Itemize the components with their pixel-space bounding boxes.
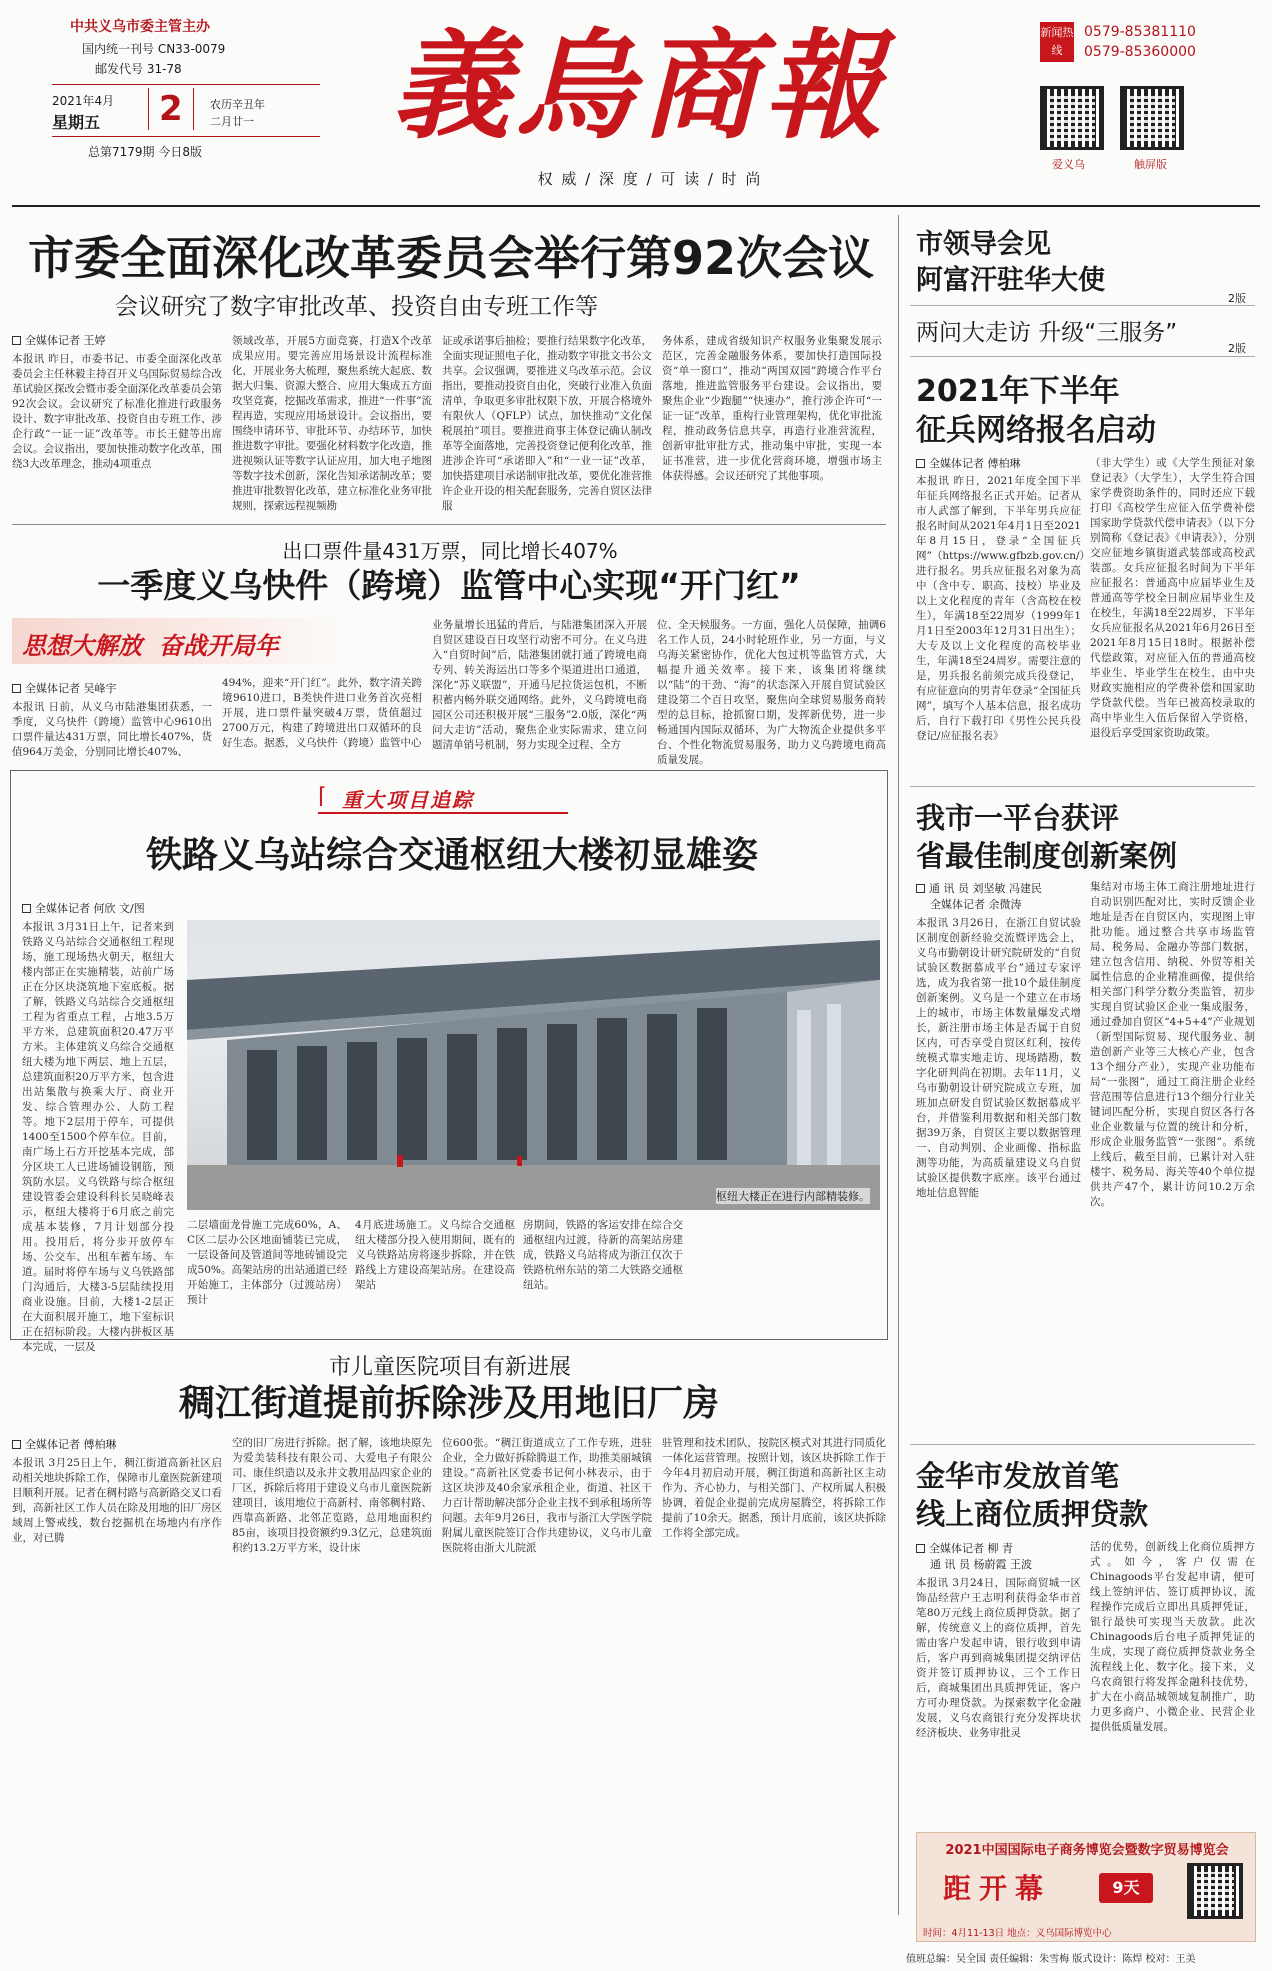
hospital-headline: 稠江街道提前拆除涉及用地旧厂房 [178, 1383, 719, 1424]
lead-headline: 市委全面深化改革委员会举行第92次会议 [28, 231, 875, 285]
qr-label-mobile: 触屏版 [1134, 158, 1167, 171]
innovation-byline-1-text: 通 讯 员 刘坚敏 冯建民 [929, 882, 1042, 895]
campaign-banner [12, 618, 342, 664]
innovation-col-1: 本报讯 3月26日，在浙江自贸试验区制度创新经验交流暨评选会上，义乌市勤朝设计研究院研发的“自贸试验区数据慕成平台”通过专家评选，成为我省第一批10个最佳制度创新案例。义乌是一个建立在市场上的城市，市场主体数量爆发式增长，新注册市场主体是否属于自贸区内，可否享受自贸区红利，按传统模式靠实地走访、现场踏勘，数字化研判尚在初期。去年11月，义乌市勤朝设计研究院成立专班，加班加点研发自贸试验区数据慕成平台，并借鉴利用数据和相关部门数据39万条，自贸区主要以数据管理一、自动判别、企业画像、指标监测等功能，为高质量建设义乌自贸试验区提供数字底座。该平台通过地址信息智能 [916, 917, 1081, 1199]
expo-countdown-label: 距开幕 [943, 1872, 1052, 1905]
feature-col-2: 二层墙面龙骨施工完成60%，A、C区二层办公区地面铺装已完成，一层设备间及管道间等地砖铺设完成50%。高架站房的出站通道已经开始施工，主体部分（过渡站房）预计 [187, 1219, 347, 1306]
lead-col-3: 证或承诺事后抽检；要推行结果数字化改革，全面实现证照电子化，推动数字审批文书公文共享。会议强调，要推进义乌改革示范。会议指出，要推动投资自由化，突破行业准入负面清单，争取更多审批权限下放，开展合格境外有限伙人（QFLP）试点，加快推动“文化保税展拍”项目。要推进商事主体登记确认制改革等全面落地，完善投资登记便利化改革，推进涉企许可“承诺即入”和“一业一证”改革，加快搭建项目承诺制审批改革，要优化准营推许企业开设的相关配套服务，完善自贸区法律服 [442, 335, 652, 512]
pledge-col-2: 活的优势，创新线上化商位质押方式。如今，客户仅需在Chinagoods平台发起申请，便可线上签纳评估、签订质押协议，流程操作完成后立即出具质押凭证，银行最快可实现当天放款。此次Chinagoods后台电子质押凭证的生成，实现了商位质押贷款业务全流程线上化、数字化。接下来，义乌农商银行将发挥金融科技优势，扩大在小商品城领域复制推广，助力更多商户、小微企业、民营企业提供低质量发展。 [1090, 1541, 1255, 1733]
qr-label-app: 爱义乌 [1052, 158, 1085, 171]
hospital-kicker: 市儿童医院项目有新进展 [328, 1355, 571, 1380]
masthead-divider [12, 205, 1260, 207]
pledge-byline-1-text: 全媒体记者 柳 青 [929, 1542, 1013, 1555]
campaign-banner-text: 思想大解放 奋战开局年 [22, 631, 279, 660]
railway-hub-illustration [187, 920, 880, 1210]
postal-code: 邮发代号 31-78 [95, 62, 182, 76]
lead-byline [12, 332, 106, 348]
express-kicker: 出口票件量431万票，同比增长407% [282, 539, 618, 563]
conscription-byline [916, 455, 1021, 471]
expo-days: 9天 [1099, 1873, 1153, 1903]
hospital-byline-text: 全媒体记者 傅柏琳 [25, 1438, 117, 1451]
hotline-label: 新闻热线 [1040, 22, 1074, 62]
innovation-headline-2: 省最佳制度创新案例 [916, 839, 1178, 873]
pledge-headline-2: 线上商位质押贷款 [916, 1497, 1149, 1531]
qr-code-app[interactable] [1040, 86, 1104, 150]
pledge-byline-2: 通 讯 员 杨蔚霞 王波 [930, 1558, 1032, 1571]
lunar-date-2: 二月廿一 [210, 115, 254, 128]
hospital-col-4: 驻管理和技术团队，按院区模式对其进行同质化一体化运营管理。按照计划，该区块拆除工作于今年4月初启动开展，稠江街道和高新社区主动作为、齐心协力，与相关部门、产权所属人积极协调，着促企业提前完成房屋腾空，将拆除工作提前了10余天。据悉，预计月底前，该区块拆除工作将全部完成。 [662, 1437, 886, 1539]
feature-byline [22, 900, 145, 916]
expo-title: 2021中国国际电子商务博览会暨数字贸易博览会 [945, 1843, 1229, 1858]
phone-2: 0579-85360000 [1084, 44, 1196, 60]
pledge-byline-1 [916, 1540, 1013, 1556]
weekday: 星期五 [52, 113, 101, 132]
sidebar-item-2-page: 2版 [1228, 342, 1246, 355]
feature-col-1: 本报讯 3月31日上午，记者来到铁路义乌站综合交通枢纽工程现场，施工现场热火朝天，枢纽大楼内部正在实施精装，站前广场正在分区块浇筑地下室底板。据了解，铁路义乌站综合交通枢纽工程为省重点工程，占地3.5万平方米，总建筑面积20.47万平方米。主体建筑义乌综合交通枢纽大楼为地下两层、地上五层，总建筑面积20万平方米，包含进出站集散与换乘大厅、商业开发、综合管理办公、人防工程等。地下2层用于停车，可提供1400至1500个停车位。目前，南广场上石方开挖基本完成，部分区块工人已进场铺设钢筋，预筑防水层。义乌铁路与综合枢纽建设管委会建设科科长吴晓峰表示，枢纽大楼将于6月底之前完成基本装修，7月计划部分投用。投用后，将分步开放停车场、公交车、出租车蓄车场、车道。届时将停车场与义乌铁路部门沟通后，大楼3-5层陆续投用商业设施。目前，大楼1-2层正在大面积展开施工，地下室标识正在招标阶段。大楼内拼板区基本完成，一层及 [22, 921, 174, 1353]
express-col-4: 位、全天候服务。一方面，强化人员保障，抽调6名工作人员，24小时轮班作业，另一方面，与义乌海关紧密协作，优化大包过机等监管方式，大幅提升通关效率。接下来，该集团将继续以“陆”的干劲、“海”的状态深入开展自贸试验区建设第二个百日攻坚，聚焦向全球贸易服务商转型的总目标，抢抓窗口期，发挥新优势，进一步畅通国内国际双循环，为广大物流企业提供多平台、个性化物流贸易服务，助力义乌跨境电商高质量发展。 [657, 619, 886, 766]
day-number: 2 [148, 88, 194, 130]
issue-date: 2021年4月 [52, 94, 115, 108]
express-col-2: 494%，迎来“开门红”。此外，数字清关跨境9610进口，B类快件进口业务首次亮相开展，进口票件量突破4万票，货值超过2700万元，构建了跨境进出口双循环的良好生态。据悉，义乌快件（跨境）监管中心 [222, 677, 422, 749]
qr-code-mobile[interactable] [1120, 86, 1184, 150]
lunar-date-1: 农历辛丑年 [210, 98, 265, 111]
conscription-byline-text: 全媒体记者 傅柏琳 [929, 457, 1021, 470]
sidebar-item-1-page: 2版 [1228, 292, 1246, 305]
conscription-col-1: 本报讯 昨日，2021年度全国下半年征兵网络报名正式开始。记者从市人武部了解到，下半年男兵应征报名时间从2021年4月1日至2021年8月15日，登录“全国征兵网”（https://www.gfbzb.gov.cn/）进行报名。男兵应征报名对象为高中（含中专、职高、技校）毕业及以上文化程度的青年（含高校在校生），年满18至22周岁（1999年1月1日至2003年12月31日出生）；大专及以上文化程度的高校毕业生，年满18至24周岁。需要注意的是，男兵报名前须完成兵役登记，有应征意向的男青年登录“全国征兵网”，填写个人基本信息，报名成功后，自行下载打印《男性公民兵役登记/应征报名表》 [916, 475, 1091, 742]
sidebar-item-1-line1[interactable]: 市领导会见 [916, 229, 1051, 260]
innovation-byline-2: 全媒体记者 余微涛 [930, 898, 1022, 911]
innovation-col-2: 集结对市场主体工商注册地址进行自动识别匹配对比，实时反馈企业地址是否在自贸区内，实现图上审批功能。通过整合共享市场监管局、税务局、金融办等部门数据，建立包含信用、纳税、外贸等相关属性信息的企业精准画像，提供给相关部门科学分数分类监管，初步实现自贸试验区企业一集成服务，通过叠加自贸区“4+5+4”产业规划（新型国际贸易、现代服务业、制造创新产业等三大核心产业，包含13个细分产业），实现产业功能布局“一张图”，通过工商注册企业经营范围等信息进行13个细分行业关键词匹配分析，实现自贸区各行各业企业数量与位置的统计和分析，形成企业服务监管“一张图”。系统上线后，截至目前，已累计对入驻楼宇、税务局、海关等40个单位提供共产47个，累计访问10.2万余次。 [1090, 881, 1255, 1208]
masthead [0, 0, 1272, 205]
innovation-byline-1 [916, 880, 1042, 896]
expo-advertisement[interactable] [916, 1832, 1256, 1942]
photo-caption: 枢纽大楼正在进行内部精装修。 [716, 1190, 870, 1203]
feature-tag [318, 780, 568, 814]
lead-col-1: 本报讯 昨日，市委书记、市委全面深化改革委员会主任林毅主持召开义乌国际贸易综合改革试验区探改会暨市委全面深化改革委员会第92次会议。会议研究了标准化推进行政服务设计、数字审批改革、投资自由专班工作、涉企行政“一证一证”改革等。市长王健等出席会议。会议指出，要加快推动数字化改革，围绕3大改革理念，推动4项重点 [12, 353, 222, 470]
sidebar-item-1-line2[interactable]: 阿富汗驻华大使 [916, 265, 1105, 296]
express-headline: 一季度义乌快件（跨境）监管中心实现“开门红” [97, 566, 801, 605]
hospital-col-1: 本报讯 3月25日上午，稠江街道高新社区启动相关地块拆除工作，保障市儿童医院新建项目顺利开展。记者在稠村路与高新路交叉口看到，高新社区工作人员在除及用地的旧厂房区域周上警戒线，数台挖掘机在场地内有序作业，对已腾 [12, 1457, 222, 1544]
cn-number: 国内统一刊号 CN33-0079 [82, 42, 226, 56]
lead-byline-text: 全媒体记者 王婷 [25, 334, 106, 347]
conscription-col-2: （非大学生）或《大学生预征对象登记表》（大学生），大学生符合国家学费资助条件的，同时还应下载打印《高校学生应征入伍学费补偿国家助学贷款代偿申请表》（以下分别简称《登记表》《申请表》），分别交应征地乡镇街道武装部或高校武装部。女兵应征报名时间为下半年应征报名：普通高中应届毕业生及普通高等学校全日制应届毕业生及在校生，年满18至22周岁，下半年女兵应征报名从2021年6月26日至2021年8月15日18时。根据补偿代偿政策，对应征入伍的普通高校毕业生、毕业学生在校生，由中央财政实施相应的学费补偿和国家助学贷款代偿。当年已被高校录取的高中毕业生入伍后保留入学资格，退役后享受国家资助政策。 [1090, 457, 1255, 739]
sidebar-divider [898, 215, 899, 1915]
innovation-headline-1: 我市一平台获评 [916, 801, 1120, 835]
feature-tag-text: 重大项目追踪 [342, 788, 474, 812]
hospital-col-3: 位600张。“稠江街道成立了工作专班，进驻企业，全力做好拆除腾退工作，助推美丽城镇建设。”高新社区党委书记何小林表示，由于这区块涉及40余家承租企业，街道、社区干力百计帮助解决部分企业主找不到承租场所等问题。去年9月26日，我市与浙江大学医学院附属儿童医院签订合作共建协议，义乌市儿童医院将由浙大儿院派 [442, 1437, 652, 1554]
sidebar-item-2[interactable]: 两问大走访 升级“三服务” [916, 320, 1178, 346]
expo-dates: 时间：4月11-13日 地点：义乌国际博览中心 [923, 1928, 1112, 1939]
railway-hub-photo [187, 920, 880, 1210]
express-col-3: 业务量增长迅猛的背后，与陆港集团深入开展自贸区建设百日攻坚行动密不可分。在义乌进入“自贸时间”后，陆港集团就打通了跨境电商专列、转关海运出口等多个渠道进出口通道，深化“苏义联盟”，开通马尼拉货运包机，不断积蓄内畅外联交通网络。此外，义乌跨境电商园区公司还积极开展“三服务”2.0版，深化“两问大走访”活动，聚焦企业实际需求，建立问题清单销号机制，努力实现全过程、全方 [432, 619, 647, 751]
feature-headline: 铁路义乌站综合交通枢纽大楼初显雄姿 [145, 835, 758, 876]
lead-col-2: 领域改革，开展5方面竞赛，打造X个改革成果应用。要完善应用场景设计流程标准化，开展业务大梳理，聚焦系统大起底、数据大归集、资源大整合、应用大集成五方面攻坚竞赛，挖掘改革需求，推进“一件事”流程再造，实现应用场景设计。会议指出，要围绕申请环节、审批环节、办结环节，加快推进数字审批。要强化材料数字化改造，推进视频认证等数字认证应用，加大电子地图等数字技术创新，深化告知承诺制改革；要推进审批数智化改革，建立标准化业务审批规则，探索远程视频勘 [232, 335, 432, 512]
newspaper-title: 義烏商報 [391, 16, 888, 155]
feature-col-3: 4月底进场施工。义乌综合交通枢纽大楼部分投入使用期间，既有的义乌铁路站房将逐步拆除，并在铁路线上方建设高架站房。在建设高架站 [355, 1219, 515, 1291]
expo-qr-code[interactable] [1187, 1863, 1243, 1919]
issue-number: 总第7179期 今日8版 [88, 145, 202, 159]
feature-tag-icon: ⌈ [318, 784, 327, 809]
pledge-headline-1: 金华市发放首笔 [916, 1459, 1120, 1493]
hospital-byline [12, 1436, 117, 1452]
footer-credits: 值班总编：吴全国 责任编辑：朱雪梅 版式设计：陈焊 校对：王美 [906, 1954, 1196, 1965]
lead-col-4: 务体系，建成省级知识产权服务业集聚发展示范区，完善金融服务体系，要加快打造国际投资“单一窗口”，推动“两国双园”跨境合作平台落地，推进监管服务平台建设。会议指出，要聚焦企业“少跑腿”“快速办”，推行涉企许可“一证一证”改革，重构行业管理架构，优化审批流程，推动政务信息共享，再造行业准营流程，创新审批审批方式，推动集中审批，实现一本证书准营，进一步优化营商环境，增强市场主体获得感。会议还研究了其他事项。 [662, 335, 882, 482]
sponsor-label: 中共义乌市委主管主办 [70, 19, 210, 35]
hospital-col-2: 空的旧厂房进行拆除。据了解，该地块原先为爱美装科技有限公司、大爱电子有限公司、康佳织造以及永井文教用品四家企业的厂区，拆除后将用于建设义乌市儿童医院新建项目，该用地位于高新村、南邻稠村路、西靠高新路、北邻芷览路，总用地面积约85亩，该项目投资额约9.3亿元，总建筑面积约13.2万平方米，设计床 [232, 1437, 432, 1554]
conscription-headline-2: 征兵网络报名启动 [916, 413, 1156, 448]
express-byline [12, 680, 117, 696]
pledge-col-1: 本报讯 3月24日，国际商贸城一区饰品经营户王志明利获得金华市首笔80万元线上商位质押贷款。据了解，传统意义上的商位质押，首先需由客户发起申请，银行收到申请后，客户再到商城集团提交纳评估资并签订质押协议，三个工作日后，商城集团出具质押凭证，客户方可办理贷款。为探索数字化金融发展，义乌农商银行充分发挥块状经济板块、业务审批灵 [916, 1577, 1081, 1739]
feature-byline-text: 全媒体记者 何欣 文/图 [35, 902, 145, 915]
express-byline-text: 全媒体记者 吴峰宇 [25, 682, 117, 695]
feature-col-4: 房期间，铁路的客运安排在综合交通枢纽内过渡，待新的高架站房建成，铁路义乌站将成为浙江仅次于铁路杭州东站的第二大铁路交通枢纽站。 [523, 1219, 683, 1291]
express-col-1: 本报讯 日前，从义乌市陆港集团获悉，一季度，义乌快件（跨境）监管中心9610出口票件量达431万票，同比增长407%，货值964万美金，分别同比增长407%、 [12, 701, 212, 758]
conscription-headline-1: 2021年下半年 [916, 374, 1120, 409]
slogan: 权 威 / 深 度 / 可 读 / 时 尚 [537, 170, 763, 188]
lead-subhead: 会议研究了数字审批改革、投资自由专班工作等 [115, 294, 598, 320]
phone-1: 0579-85381110 [1084, 24, 1196, 40]
